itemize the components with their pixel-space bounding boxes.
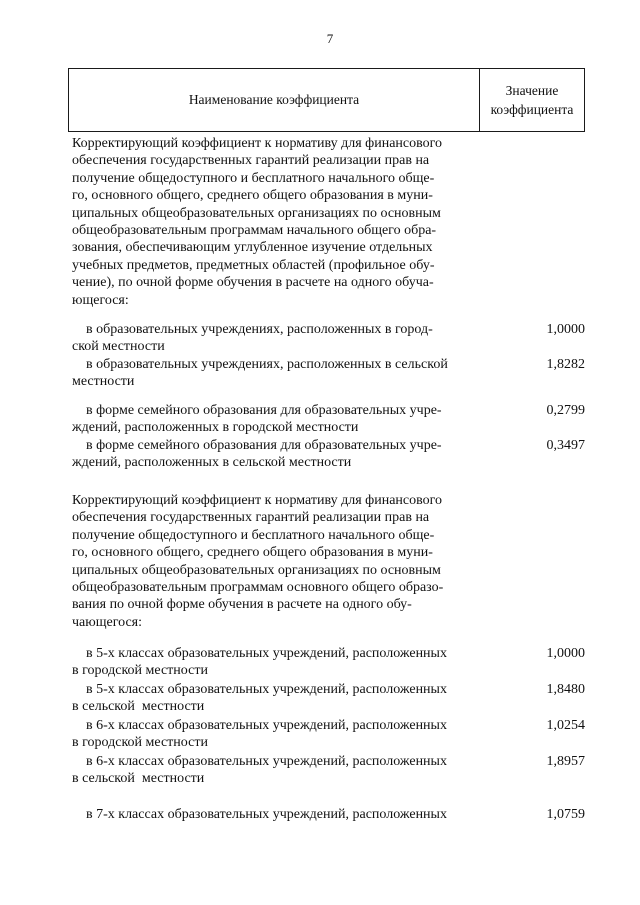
coefficient-row-text: в 5-х классах образовательных учреждений, расположенных в городской местности: [72, 646, 447, 679]
coefficient-row-text: в форме семейного образования для образовательных учре- ждений, расположенных в городской местности: [72, 403, 442, 436]
coefficient-row-text: в образовательных учреждениях, расположенных в сельской местности: [72, 357, 448, 390]
coefficient-row-value: 1,8480: [546, 682, 585, 697]
coefficient-row-value: 1,0000: [546, 646, 585, 661]
coefficient-row-text: в 5-х классах образовательных учреждений, расположенных в сельской местности: [72, 682, 447, 715]
coefficient-row-text: в 7-х классах образовательных учреждений, расположенных: [72, 807, 447, 822]
coefficient-row-value: 1,0254: [546, 718, 585, 733]
column-header-name: Наименование коэффициента: [188, 92, 360, 107]
coefficient-row-text: в 6-х классах образовательных учреждений, расположенных в сельской местности: [72, 754, 447, 787]
coefficient-row-value: 1,8282: [546, 357, 585, 372]
coefficient-row-text: в форме семейного образования для образовательных учре- ждений, расположенных в сельской местности: [72, 438, 442, 471]
coefficient-row-value: 1,0000: [546, 322, 585, 337]
coefficient-row-value: 1,8957: [546, 754, 585, 769]
coefficient-row-text: в образовательных учреждениях, расположенных в город- ской местности: [72, 322, 433, 355]
section-1-intro: Корректирующий коэффициент к нормативу для финансового обеспечения государственных гарантий реализации прав на получение общедоступного и бесплатного начального обще- го, основного общего, среднего общего образования в муни- ципальных общеобразовательных организациях по основным общеобразовательным программам начального общего обра- зования, обеспечивающим углубленное изучение отдельных учебных предметов, предметных областей (профильное обу- чение), по очной форме обучения в расчете на одного обуча- ющегося:: [72, 136, 443, 308]
section-2-intro: Корректирующий коэффициент к нормативу для финансового обеспечения государственных гарантий реализации прав на получение общедоступного и бесплатного начального обще- го, основного общего, среднего общего образования в муни- ципальных общеобразовательных организациях по основным общеобразовательным программам основного общего образо- вания по очной форме обучения в расчете на одного обу- чающегося:: [72, 493, 444, 630]
table-header: [68, 68, 585, 132]
coefficient-row-value: 0,2799: [546, 403, 585, 418]
column-header-value: Значение коэффициента: [490, 83, 574, 117]
coefficient-row-text: в 6-х классах образовательных учреждений, расположенных в городской местности: [72, 718, 447, 751]
coefficient-row-value: 0,3497: [546, 438, 585, 453]
page-number: 7: [326, 31, 334, 46]
coefficient-row-value: 1,0759: [546, 807, 585, 822]
